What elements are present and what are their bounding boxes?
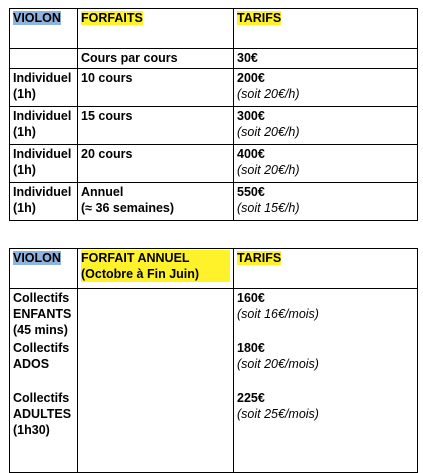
table-header-row <box>10 9 418 49</box>
violon-header: VIOLON <box>13 251 61 265</box>
tarifs-header: TARIFS <box>237 11 282 25</box>
violon-header: VIOLON <box>13 11 61 25</box>
forfaits-header: FORFAITS <box>81 11 143 25</box>
table-row <box>10 289 418 473</box>
empty-forfait-cell <box>78 289 234 473</box>
forfait-period: (Octobre à Fin Juin) <box>81 266 230 282</box>
row-who: Individuel (1h) <box>10 183 78 221</box>
group-ados: Collectifs ADOS <box>13 341 70 371</box>
table-row <box>10 107 418 145</box>
table-row <box>10 183 418 221</box>
row-forfait: 15 cours <box>78 107 234 145</box>
row-who: Individuel (1h) <box>10 145 78 183</box>
tarif-enfants: 160€ (soit 16€/mois) <box>237 291 319 321</box>
row-who: Individuel (1h) <box>10 69 78 107</box>
table-row <box>10 145 418 183</box>
row-tarif: 300€ (soit 20€/h) <box>234 107 418 145</box>
collective-pricing-table <box>9 248 418 473</box>
forfait-annuel-header: FORFAIT ANNUEL <box>81 250 230 266</box>
table-header-row <box>10 249 418 289</box>
table-row <box>10 49 418 69</box>
row-forfait: 10 cours <box>78 69 234 107</box>
group-enfants: Collectifs ENFANTS (45 mins) <box>13 291 72 337</box>
tarif-adultes: 225€ (soit 25€/mois) <box>237 391 319 421</box>
row-tarif: 400€ (soit 20€/h) <box>234 145 418 183</box>
tarifs-header: TARIFS <box>237 251 282 265</box>
tarif-ados: 180€ (soit 20€/mois) <box>237 341 319 371</box>
row-forfait: Cours par cours <box>78 49 234 69</box>
row-who <box>10 49 78 69</box>
groups-column <box>10 289 78 473</box>
row-tarif: 550€ (soit 15€/h) <box>234 183 418 221</box>
row-who: Individuel (1h) <box>10 107 78 145</box>
row-forfait: 20 cours <box>78 145 234 183</box>
group-adultes: Collectifs ADULTES (1h30) <box>13 391 72 437</box>
row-forfait: Annuel (≈ 36 semaines) <box>78 183 234 221</box>
tarifs-column <box>234 289 418 473</box>
individual-pricing-table <box>9 8 418 221</box>
row-tarif: 30€ <box>234 49 418 69</box>
table-row <box>10 69 418 107</box>
row-tarif: 200€ (soit 20€/h) <box>234 69 418 107</box>
